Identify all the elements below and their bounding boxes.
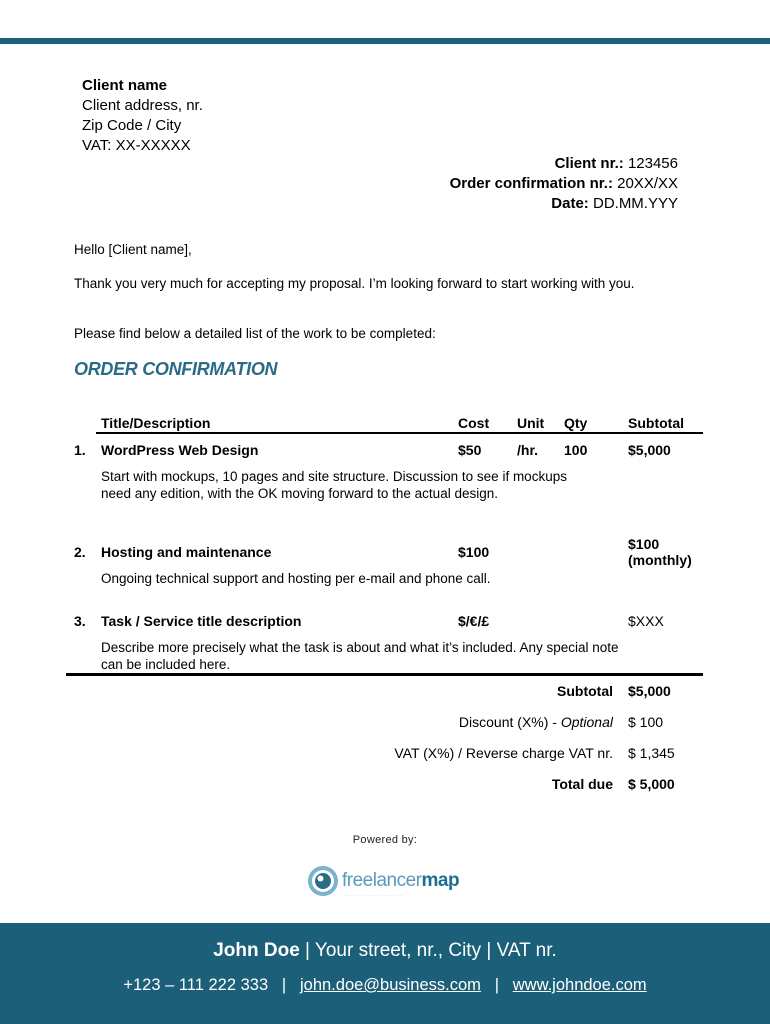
date-value: DD.MM.YYY [592, 195, 678, 212]
item-description: Describe more precisely what the task is about and what it’s included. Any special note can be included here. [101, 640, 619, 672]
column-header-qty: Qty [564, 415, 588, 431]
item-subtotal: $XXX [628, 613, 664, 629]
item-subtotal [628, 536, 692, 568]
item-number: 3. [74, 613, 86, 629]
column-header-unit: Unit [517, 415, 545, 431]
footer-name-line [0, 940, 770, 962]
freelancermap-logo[interactable] [306, 864, 476, 900]
item-description: Start with mockups, 10 pages and site structure. Discussion to see if mockups need any edition, with the OK moving forward to the actual design. [101, 469, 567, 501]
client-number-value: 123456 [627, 155, 678, 172]
item-title: Hosting and maintenance [101, 544, 272, 560]
client-vat: VAT: XX-XXXXX [82, 137, 191, 154]
column-header-title: Title/Description [101, 415, 211, 431]
thanks-paragraph: Thank you very much for accepting my proposal. I’m looking forward to start working with you. [74, 276, 635, 291]
logo-text-light: freelancer [342, 870, 422, 891]
total-due-value: $ 5,000 [628, 776, 675, 792]
greeting: Hello [Client name], [74, 242, 192, 257]
vat-label: VAT (X%) / Reverse charge VAT nr. [394, 745, 613, 761]
item-cost: $100 [458, 544, 490, 560]
footer-email-link[interactable]: john.doe@business.com [299, 976, 481, 994]
table-bottom-divider [66, 673, 703, 676]
logo-tagline: ·························· [344, 893, 405, 898]
item-description: Ongoing technical support and hosting per e-mail and phone call. [101, 571, 491, 586]
client-name: Client name [82, 77, 168, 94]
item-title: Task / Service title description [101, 613, 302, 629]
item-number: 2. [74, 544, 86, 560]
item-cost: $/€/£ [458, 613, 490, 629]
item-number: 1. [74, 442, 86, 458]
intro-paragraph: Please find below a detailed list of the work to be completed: [74, 326, 436, 341]
discount-optional: Optional [560, 714, 613, 730]
footer-address: | Your street, nr., City | VAT nr. [299, 940, 557, 961]
discount-value: $ 100 [628, 714, 664, 730]
date-label: Date: [551, 195, 589, 212]
logo-wordmark [342, 870, 459, 892]
item-subtotal: $5,000 [628, 442, 671, 458]
item-subtotal-amount: $100 [628, 536, 660, 552]
footer [0, 923, 770, 1024]
item-subtotal-period: (monthly) [628, 552, 692, 568]
powered-by-label: Powered by: [352, 834, 418, 846]
order-number-value: 20XX/XX [617, 175, 678, 192]
client-address: Client address, nr. [82, 97, 203, 114]
vat-value: $ 1,345 [628, 745, 675, 761]
footer-separator: | [494, 976, 499, 994]
item-unit: /hr. [517, 442, 539, 458]
footer-separator: | [281, 976, 287, 994]
footer-phone: +123 – 111 222 333 [123, 976, 269, 994]
subtotal-label: Subtotal [557, 683, 613, 699]
item-cost: $50 [458, 442, 482, 458]
order-confirmation-heading: ORDER CONFIRMATION [74, 359, 278, 379]
total-due-label: Total due [551, 776, 613, 792]
item-qty: 100 [564, 442, 588, 458]
footer-website-link[interactable]: www.johndoe.com [512, 976, 647, 994]
footer-contact-line [0, 976, 770, 995]
logo-text-bold: map [421, 870, 460, 891]
client-zip-city: Zip Code / City [82, 117, 182, 134]
discount-text: Discount (X%) - [458, 714, 561, 730]
freelancermap-logo-icon [306, 864, 340, 898]
order-number-label: Order confirmation nr.: [449, 175, 613, 192]
discount-label [459, 714, 613, 730]
column-header-cost: Cost [458, 415, 490, 431]
item-title: WordPress Web Design [101, 442, 259, 458]
subtotal-value: $5,000 [628, 683, 671, 699]
column-header-subtotal: Subtotal [628, 415, 684, 431]
header-divider [96, 432, 703, 434]
footer-name: John Doe [213, 940, 300, 961]
client-number-label: Client nr.: [554, 155, 624, 172]
